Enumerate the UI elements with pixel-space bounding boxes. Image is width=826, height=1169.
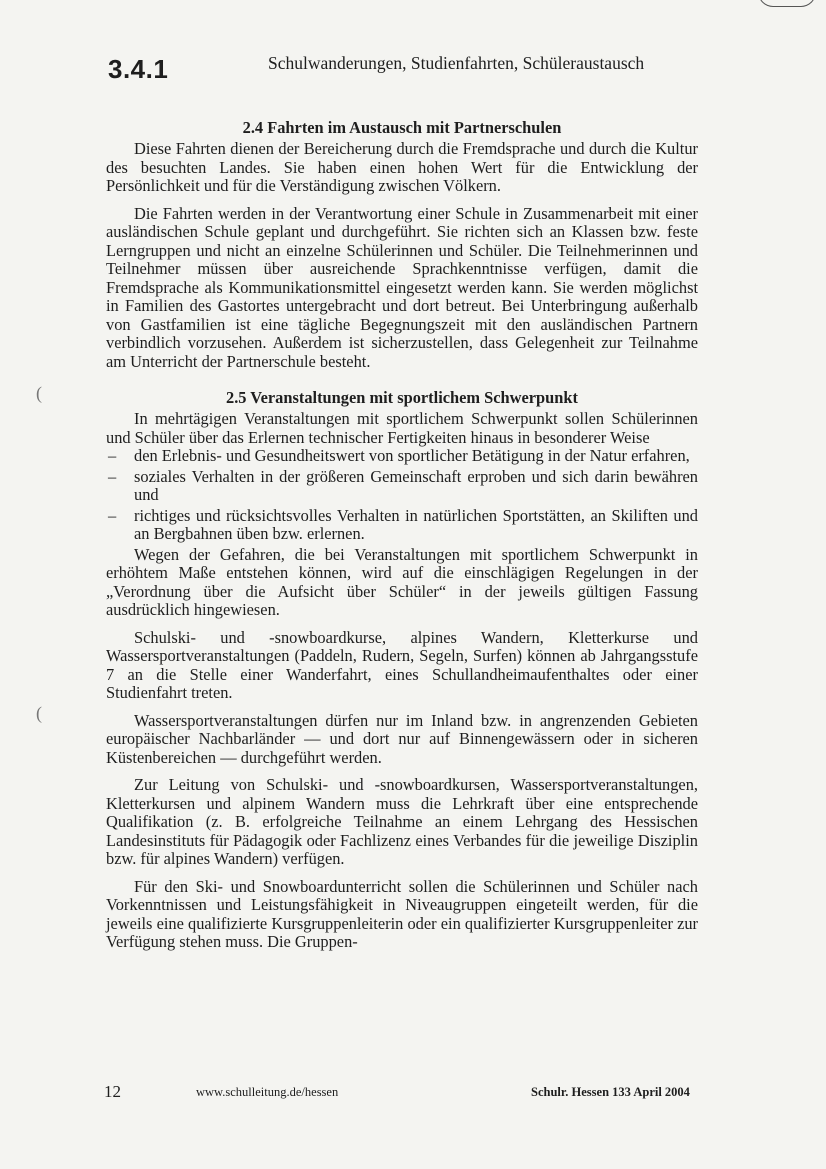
margin-mark: (: [36, 383, 42, 403]
paragraph: Die Fahrten werden in der Verantwortung einer Schule in Zusammenarbeit mit einer ausländischen Schule geplant und durchgeführt. Sie richten sich an Klassen bzw. feste Lerngruppen und nicht an einzelne Schülerinnen und Schüler. Die Teilnehmerinnen und Teilnehmer müssen über ausreichende Sprachkenntnisse verfügen, damit die Fremdsprache als Kommunikationsmittel eingesetzt werden kann. Sie werden möglichst in Familien des Gastortes untergebracht und dort betreut. Bei Unterbringung außerhalb von Gastfamilien ist eine tägliche Begegnungszeit mit den ausländischen Partnern verbindlich vorzusehen. Außerdem ist sicherzustellen, dass Gelegenheit zur Teilnahme am Unterricht der Partnerschule besteht.: [106, 203, 698, 371]
list-item: – den Erlebnis- und Gesundheitswert von sportlicher Betätigung in der Natur erfahren,: [106, 447, 698, 466]
document-body: [106, 118, 698, 952]
bullet-list: [106, 447, 698, 544]
paragraph: Wegen der Gefahren, die bei Veranstaltungen mit sportlichem Schwerpunkt in erhöhtem Maße entstehen können, wird auf die einschlägigen Regelungen in der „Verordnung über die Aufsicht über Schüler“ in der jeweils gültigen Fassung ausdrücklich hingewiesen.: [106, 544, 698, 619]
paragraph: Wassersportveranstaltungen dürfen nur im Inland bzw. in angrenzenden Gebieten europäischer Nachbarländer — und dort nur auf Binnengewässern oder in sicheren Küstenbereichen — durchgeführt werden.: [106, 710, 698, 767]
page-number: 12: [104, 1082, 121, 1101]
corner-punch-mark: [758, 0, 816, 7]
list-item: – richtiges und rücksichtsvolles Verhalten in natürlichen Sportstätten, an Skiliften und an Bergbahnen üben bzw. erlernen.: [106, 507, 698, 544]
section-number: 3.4.1: [108, 54, 169, 84]
section-heading-2-5: 2.5 Veranstaltungen mit sportlichem Schwerpunkt: [226, 388, 578, 407]
page-footer: [0, 1082, 826, 1104]
section-heading-2-4: 2.4 Fahrten im Austausch mit Partnerschulen: [242, 118, 562, 137]
paragraph: Zur Leitung von Schulski- und -snowboardkursen, Wassersportveranstaltungen, Kletterkursen und alpinem Wandern muss die Lehrkraft über eine entsprechende Qualifikation (z. B. erfolgreiche Teilnahme an einem Lehrgang des Hessischen Landesinstituts für Pädagogik oder Fachlizenz eines Verbandes für die jeweilige Disziplin bzw. für alpines Wandern) verfügen.: [106, 775, 698, 868]
paragraph: Schulski- und -snowboardkurse, alpines Wandern, Kletterkurse und Wassersportveranstaltungen (Paddeln, Rudern, Segeln, Surfen) können ab Jahrgangsstufe 7 an die Stelle einer Wanderfahrt, eines Schullandheimaufenthaltes oder einer Studienfahrt treten.: [106, 627, 698, 702]
running-title: Schulwanderungen, Studienfahrten, Schüleraustausch: [268, 53, 645, 73]
paragraph: In mehrtägigen Veranstaltungen mit sportlichem Schwerpunkt sollen Schülerinnen und Schüler über das Erlernen technischer Fertigkeiten hinaus in besonderer Weise: [106, 409, 698, 447]
footer-url: www.schulleitung.de/hessen: [196, 1085, 339, 1099]
footer-issue: Schulr. Hessen 133 April 2004: [531, 1085, 690, 1099]
list-item: – soziales Verhalten in der größeren Gemeinschaft erproben und sich darin bewähren und: [106, 468, 698, 505]
paragraph: Diese Fahrten dienen der Bereicherung durch die Fremdsprache und durch die Kultur des besuchten Landes. Sie haben einen hohen Wert für die Entwicklung der Persönlichkeit und für die Verständigung zwischen Völkern.: [106, 139, 698, 195]
paragraph: Für den Ski- und Snowboardunterricht sollen die Schülerinnen und Schüler nach Vorkenntnissen und Leistungsfähigkeit in Niveaugruppen eingeteilt werden, für die jeweils eine qualifizierte Kursgruppenleiterin oder ein qualifizierter Kursgruppenleiter zur Verfügung stehen muss. Die Gruppen-: [106, 876, 698, 951]
margin-mark: (: [36, 703, 42, 723]
